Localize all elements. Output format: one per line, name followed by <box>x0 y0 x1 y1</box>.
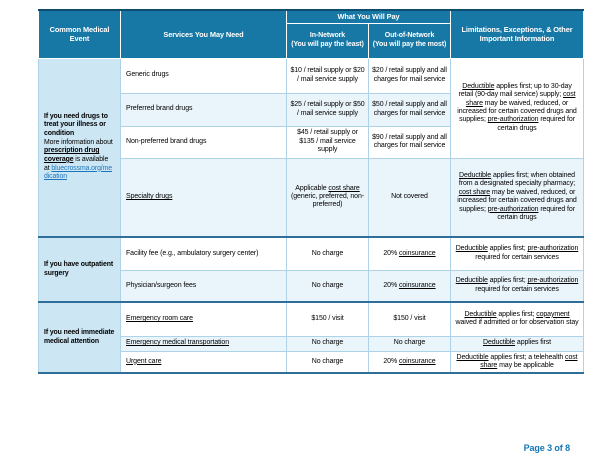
limitation-cell: Deductible applies first; when obtained from a designated specialty pharmacy; cost share may be waived, reduced, or increased for certain covered drugs and supplies; pre-authorization required for certain drugs <box>451 158 584 237</box>
limitation-cell: Deductible applies first <box>451 336 584 351</box>
in-network-cell: No charge <box>287 351 369 373</box>
out-of-network-cell: $20 / retail supply and all charges for mail service <box>369 58 451 93</box>
service-cell <box>121 302 287 336</box>
glossary-term-link[interactable]: pre-authorization <box>527 245 579 253</box>
event-title: If you need drugs to treat your illness or condition <box>44 112 108 137</box>
bluecrossma-url-link[interactable]: bluecrossma.org/medication <box>44 164 112 181</box>
in-network-sub: (You will pay the least) <box>291 40 364 48</box>
service-cell <box>121 351 287 373</box>
glossary-term-link[interactable]: Emergency room care <box>126 315 193 323</box>
header-services-you-may-need: Services You May Need <box>121 10 287 58</box>
glossary-term-link[interactable]: pre-authorization <box>487 116 539 124</box>
in-network-cell: $45 / retail supply or $135 / mail service supply <box>287 126 369 158</box>
in-network-cell: $25 / retail supply or $50 / mail service supply <box>287 93 369 126</box>
service-cell: Non-preferred brand drugs <box>121 126 287 158</box>
glossary-term-link[interactable]: Deductible <box>464 310 497 318</box>
event-cell-drugs <box>39 58 121 237</box>
glossary-term-link[interactable]: pre-authorization <box>487 205 539 213</box>
in-network-cell: Applicable cost share (generic, preferred, non-preferred) <box>287 158 369 237</box>
event-cell-surgery <box>39 237 121 302</box>
section-prescription-drugs <box>39 58 584 237</box>
header-out-of-network <box>369 23 451 58</box>
table-row <box>39 302 584 336</box>
glossary-term-link[interactable]: Deductible <box>455 245 488 253</box>
out-of-network-cell: No charge <box>369 336 451 351</box>
out-of-network-cell: 20% coinsurance <box>369 270 451 302</box>
glossary-term-link[interactable]: Urgent care <box>126 357 162 365</box>
glossary-term-link[interactable]: Deductible <box>456 353 489 361</box>
out-of-network-label: Out-of-Network <box>384 31 435 39</box>
table-row <box>39 158 584 237</box>
glossary-term-link[interactable]: cost share <box>458 188 491 196</box>
event-text: is available at <box>44 155 109 172</box>
benefits-table <box>38 9 584 374</box>
limitation-cell: Deductible applies first; pre-authorization required for certain services <box>451 270 584 302</box>
table-row <box>39 58 584 93</box>
glossary-term-link[interactable]: Deductible <box>455 277 488 285</box>
header-common-medical-event: Common Medical Event <box>39 10 121 58</box>
glossary-term-link[interactable]: Deductible <box>462 82 495 90</box>
table-row <box>39 351 584 373</box>
in-network-label: In-Network <box>309 31 346 39</box>
glossary-term-link[interactable]: Deductible <box>482 339 516 347</box>
limitation-cell: Deductible applies first; pre-authorization required for certain services <box>451 237 584 270</box>
out-of-network-sub: (You will pay the most) <box>372 40 447 48</box>
glossary-term-link[interactable]: coinsurance <box>398 281 436 289</box>
in-network-cell: No charge <box>287 336 369 351</box>
out-of-network-cell: $90 / retail supply and all charges for mail service <box>369 126 451 158</box>
in-network-cell: $10 / retail supply or $20 / mail service supply <box>287 58 369 93</box>
out-of-network-cell: 20% coinsurance <box>369 237 451 270</box>
glossary-term-link[interactable]: cost share <box>480 353 578 369</box>
section-immediate-medical-attention <box>39 302 584 373</box>
glossary-term-link[interactable]: Specialty drugs <box>126 193 173 201</box>
page-number: Page 3 of 8 <box>523 443 570 453</box>
in-network-cell: No charge <box>287 270 369 302</box>
table-row <box>39 237 584 270</box>
table-row <box>39 336 584 351</box>
glossary-term-link[interactable]: cost share <box>465 91 576 107</box>
glossary-term-link[interactable]: pre-authorization <box>527 277 579 285</box>
glossary-term-link[interactable]: coinsurance <box>398 249 436 257</box>
limitation-cell: Deductible applies first; a telehealth cost share may be applicable <box>451 351 584 373</box>
in-network-cell: $150 / visit <box>287 302 369 336</box>
table-header <box>39 10 584 58</box>
out-of-network-cell: $150 / visit <box>369 302 451 336</box>
glossary-term-link[interactable]: Deductible <box>459 172 492 180</box>
event-text: More information about <box>44 138 113 146</box>
service-cell: Facility fee (e.g., ambulatory surgery center) <box>121 237 287 270</box>
service-cell <box>121 158 287 237</box>
service-cell <box>121 336 287 351</box>
out-of-network-cell: Not covered <box>369 158 451 237</box>
limitation-cell: Deductible applies first; up to 30-day retail (90-day mail service) supply; cost share may be waived, reduced, or increased for certain covered drugs and supplies; pre-authorization required for certain drugs <box>451 58 584 158</box>
glossary-term-link[interactable]: Emergency medical transportation <box>126 339 230 347</box>
event-cell-emergency <box>39 302 121 373</box>
service-cell: Generic drugs <box>121 58 287 93</box>
header-in-network <box>287 23 369 58</box>
header-what-you-will-pay: What You Will Pay <box>287 10 451 23</box>
glossary-term-link[interactable]: cost share <box>328 184 360 192</box>
header-limitations: Limitations, Exceptions, & Other Important Information <box>451 10 584 58</box>
table-row <box>39 270 584 302</box>
out-of-network-cell: 20% coinsurance <box>369 351 451 373</box>
glossary-term-link[interactable]: copayment <box>536 310 570 318</box>
glossary-term-link[interactable]: coinsurance <box>398 357 436 365</box>
out-of-network-cell: $50 / retail supply and all charges for mail service <box>369 93 451 126</box>
section-outpatient-surgery <box>39 237 584 302</box>
event-title: If you have outpatient surgery <box>44 260 114 277</box>
event-title: If you need immediate medical attention <box>44 329 115 345</box>
in-network-cell: No charge <box>287 237 369 270</box>
limitation-cell: Deductible applies first; copayment waived if admitted or for observation stay <box>451 302 584 336</box>
service-cell: Physician/surgeon fees <box>121 270 287 302</box>
service-cell: Preferred brand drugs <box>121 93 287 126</box>
prescription-drug-coverage-link[interactable]: prescription drug coverage <box>44 147 100 163</box>
